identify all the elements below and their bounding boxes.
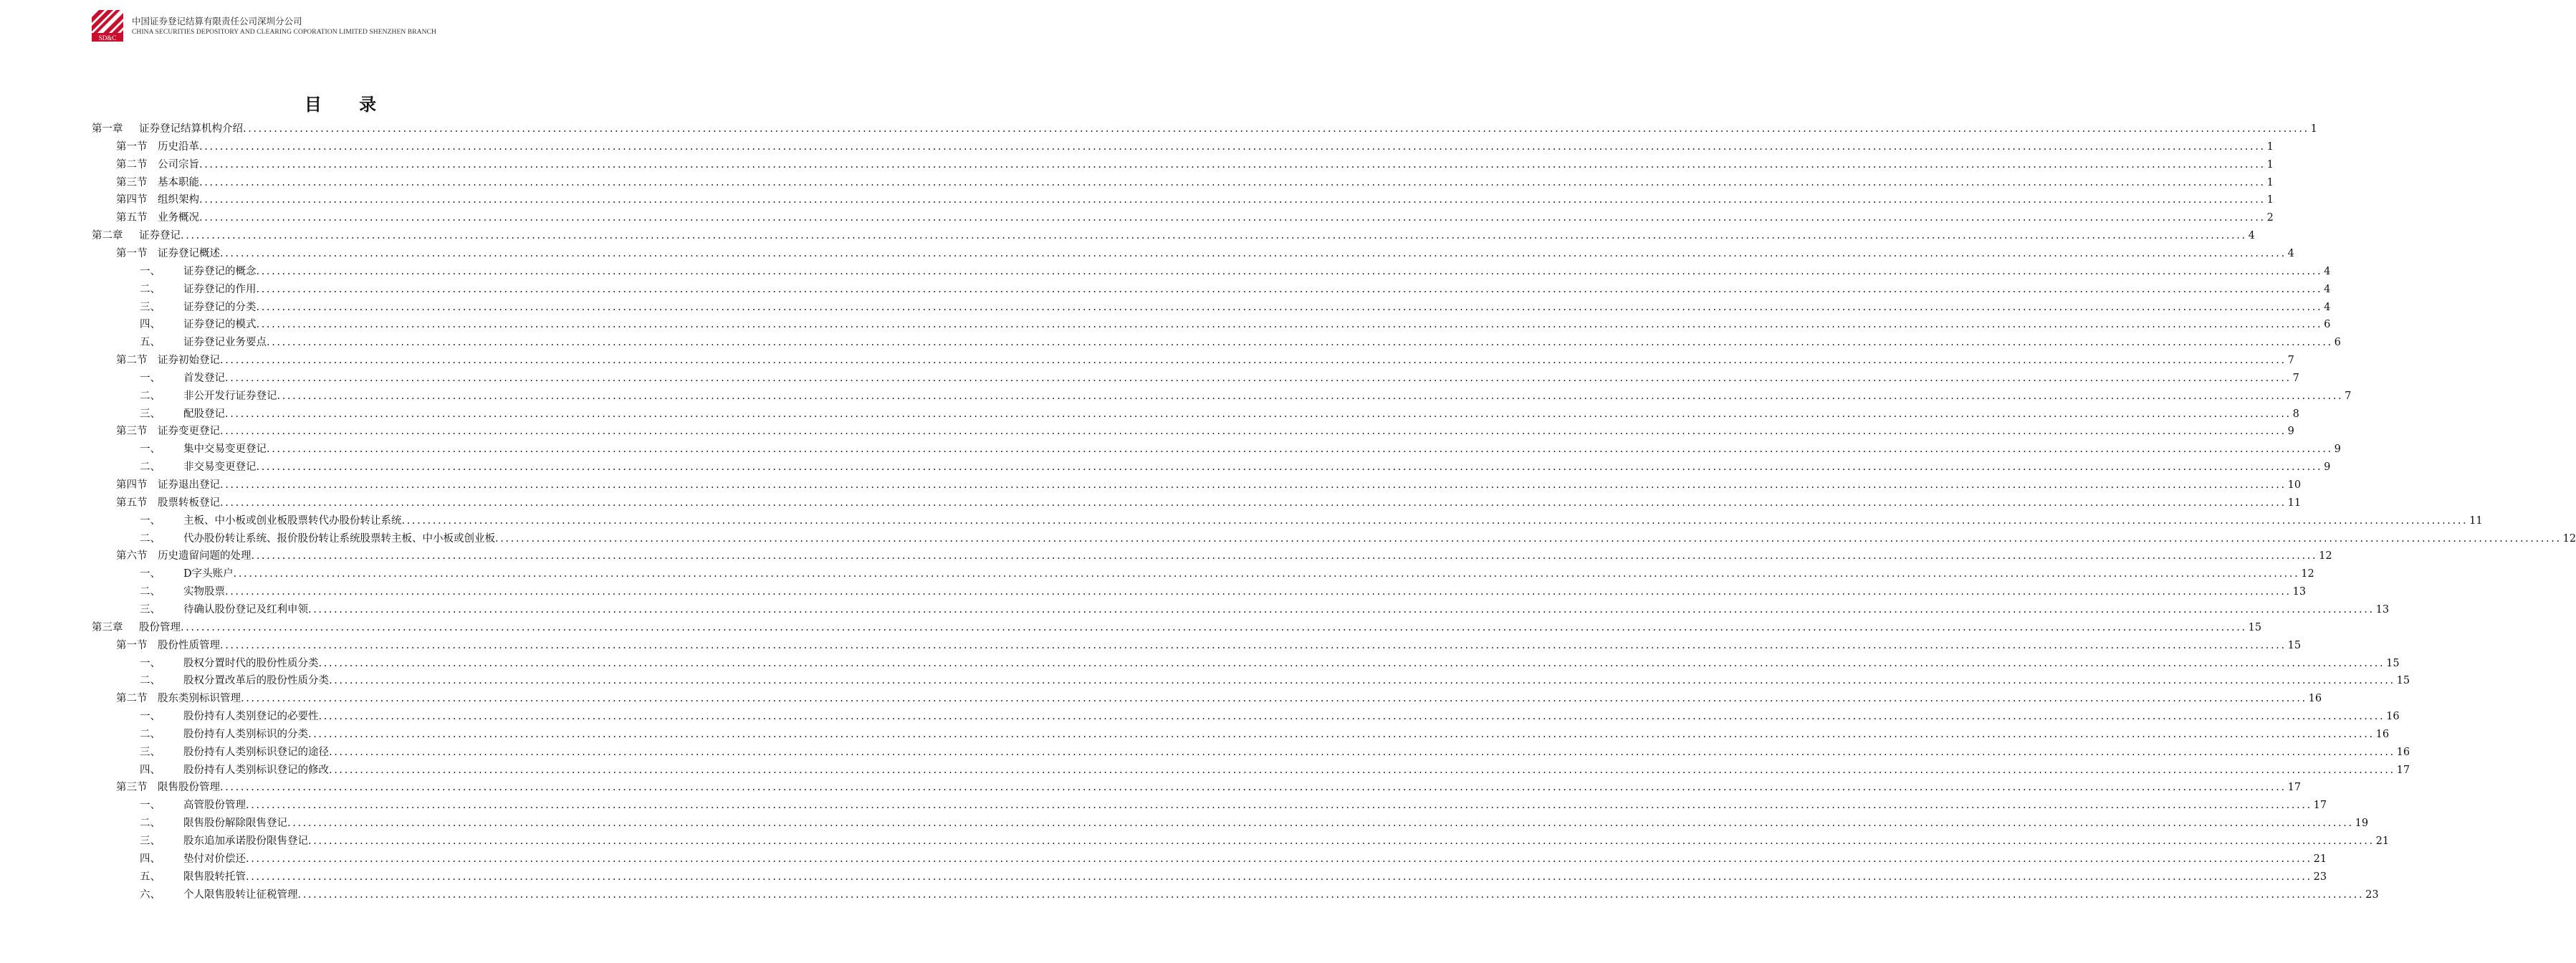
toc-entry-number: 第三节 xyxy=(116,782,148,794)
toc-entry-page: 16 xyxy=(2308,693,2322,705)
toc-leader-dots: ................................................................................................................................................................................................................................................................................................................................................................................................................ xyxy=(251,550,2318,562)
toc-entry[interactable] xyxy=(140,726,2390,744)
toc-entry[interactable] xyxy=(140,797,2327,815)
toc-entry-number: 一、 xyxy=(140,711,161,723)
toc-entry-title: 证券登记概述 xyxy=(158,247,220,259)
toc-entry-page: 19 xyxy=(2355,818,2369,830)
toc-entry-page: 8 xyxy=(2292,408,2299,420)
toc-entry-page: 6 xyxy=(2324,319,2331,331)
toc-entry[interactable] xyxy=(116,494,2302,512)
toc-leader-dots: ................................................................................................................................................................................................................................................................................................................................................................................................................ xyxy=(401,514,2469,527)
toc-entry[interactable] xyxy=(116,779,2302,797)
toc-entry[interactable] xyxy=(140,744,2410,762)
toc-entry-title: 证券登记 xyxy=(139,230,181,242)
company-name-en: CHINA SECURITIES DEPOSITORY AND CLEARING COPORATION LIMITED SHENZHEN BRANCH xyxy=(132,29,436,36)
toc-entry-page: 17 xyxy=(2396,764,2410,776)
toc-leader-dots: ................................................................................................................................................................................................................................................................................................................................................................................................................ xyxy=(287,818,2354,830)
toc-entry-title: 股份性质管理 xyxy=(158,639,220,651)
toc-entry-page: 4 xyxy=(2287,247,2294,259)
toc-leader-dots: ................................................................................................................................................................................................................................................................................................................................................................................................................ xyxy=(181,230,2247,242)
toc-entry[interactable] xyxy=(92,120,2317,138)
toc-entry-title: 股东类别标识管理 xyxy=(158,693,241,705)
toc-entry[interactable] xyxy=(116,174,2274,192)
toc-leader-dots: ................................................................................................................................................................................................................................................................................................................................................................................................................ xyxy=(225,586,2292,598)
toc-entry[interactable] xyxy=(140,406,2299,423)
toc-entry-number: 二、 xyxy=(140,586,161,598)
toc-entry[interactable] xyxy=(140,672,2410,690)
toc-entry-number: 二、 xyxy=(140,390,161,402)
toc-entry[interactable] xyxy=(92,619,2262,637)
toc-entry-number: 第一节 xyxy=(116,639,148,651)
toc-entry[interactable] xyxy=(140,655,2400,673)
toc-leader-dots: ................................................................................................................................................................................................................................................................................................................................................................................................................ xyxy=(495,532,2562,545)
logo-text: SD&C xyxy=(98,34,117,42)
toc-entry-title: 非公开发行证券登记 xyxy=(183,390,277,402)
toc-leader-dots: ................................................................................................................................................................................................................................................................................................................................................................................................................ xyxy=(225,372,2292,384)
toc-leader-dots: ................................................................................................................................................................................................................................................................................................................................................................................................................ xyxy=(256,301,2323,313)
toc-entry-number: 第六节 xyxy=(116,550,148,562)
toc-leader-dots: ................................................................................................................................................................................................................................................................................................................................................................................................................ xyxy=(318,711,2385,723)
toc-entry-number: 六、 xyxy=(140,888,161,901)
toc-entry[interactable] xyxy=(140,512,2483,530)
toc-entry-title: 限售股份管理 xyxy=(158,782,220,794)
toc-entry[interactable] xyxy=(140,851,2327,868)
toc-entry-title: D字头账户 xyxy=(183,568,234,580)
toc-entry-page: 7 xyxy=(2287,355,2294,367)
toc-entry[interactable] xyxy=(116,690,2322,708)
toc-leader-dots: ................................................................................................................................................................................................................................................................................................................................................................................................................ xyxy=(199,176,2266,188)
toc-entry-title: 证券登记的分类 xyxy=(183,301,257,313)
toc-entry-page: 7 xyxy=(2292,372,2299,384)
toc-entry[interactable] xyxy=(116,156,2274,174)
toc-entry[interactable] xyxy=(116,191,2274,209)
toc-entry[interactable] xyxy=(140,583,2307,601)
toc-entry-title: 组织架构 xyxy=(158,194,199,206)
toc-entry-page: 11 xyxy=(2287,497,2302,509)
toc-entry[interactable] xyxy=(140,441,2341,459)
toc-leader-dots: ................................................................................................................................................................................................................................................................................................................................................................................................................ xyxy=(220,355,2287,367)
toc-entry-title: 股票转板登记 xyxy=(158,497,220,509)
toc-entry-title: 股份持有人类别标识的分类 xyxy=(183,728,308,740)
toc-entry-number: 三、 xyxy=(140,746,161,758)
toc-entry-title: 实物股票 xyxy=(183,586,225,598)
toc-entry[interactable] xyxy=(116,476,2302,494)
toc-entry-title: 证券登记的作用 xyxy=(183,283,257,295)
toc-entry-page: 16 xyxy=(2375,728,2390,740)
toc-entry-title: 股份持有人类别登记的必要性 xyxy=(183,711,319,723)
toc-entry-title: 证券登记的模式 xyxy=(183,319,257,331)
toc-leader-dots: ................................................................................................................................................................................................................................................................................................................................................................................................................ xyxy=(308,835,2375,847)
toc-entry-number: 一、 xyxy=(140,265,161,277)
toc-leader-dots: ................................................................................................................................................................................................................................................................................................................................................................................................................ xyxy=(241,693,2307,705)
toc-leader-dots: ................................................................................................................................................................................................................................................................................................................................................................................................................ xyxy=(329,764,2395,776)
toc-entry-number: 一、 xyxy=(140,514,161,527)
page-title: 目 录 xyxy=(304,94,393,115)
toc-leader-dots: ................................................................................................................................................................................................................................................................................................................................................................................................................ xyxy=(220,639,2287,651)
toc-entry-page: 11 xyxy=(2469,514,2483,527)
toc-entry-title: 证券退出登记 xyxy=(158,479,220,491)
toc-leader-dots: ................................................................................................................................................................................................................................................................................................................................................................................................................ xyxy=(246,871,2312,883)
toc-entry-page: 4 xyxy=(2324,283,2331,295)
toc-leader-dots: ................................................................................................................................................................................................................................................................................................................................................................................................................ xyxy=(233,568,2300,580)
toc-entry-number: 第一节 xyxy=(116,140,148,153)
toc-entry-number: 二、 xyxy=(140,283,161,295)
toc-entry-title: 证券登记的概念 xyxy=(183,265,257,277)
toc-entry-title: 个人限售股转让征税管理 xyxy=(183,888,298,901)
toc-entry-number: 三、 xyxy=(140,301,161,313)
toc-entry-page: 21 xyxy=(2375,835,2390,847)
toc-entry-page: 1 xyxy=(2266,158,2274,171)
toc-entry-page: 7 xyxy=(2345,390,2352,402)
toc-entry-title: 首发登记 xyxy=(183,372,225,384)
toc-entry-page: 15 xyxy=(2287,639,2302,651)
toc-entry-number: 一、 xyxy=(140,372,161,384)
toc-entry-page: 16 xyxy=(2396,746,2410,758)
company-name-cn: 中国证券登记结算有限责任公司深圳分公司 xyxy=(132,16,302,27)
toc-entry-title: 股东追加承诺股份限售登记 xyxy=(183,835,308,847)
toc-leader-dots: ................................................................................................................................................................................................................................................................................................................................................................................................................ xyxy=(318,657,2385,669)
toc-entry-page: 4 xyxy=(2324,265,2331,277)
toc-entry-title: 业务概况 xyxy=(158,212,199,224)
toc-entry-page: 23 xyxy=(2313,871,2327,883)
toc-entry[interactable] xyxy=(140,886,2379,904)
toc-entry-number: 三、 xyxy=(140,408,161,420)
toc-leader-dots: ................................................................................................................................................................................................................................................................................................................................................................................................................ xyxy=(267,444,2333,456)
toc-entry-title: 基本职能 xyxy=(158,176,199,188)
toc-entry-number: 第三章 xyxy=(92,621,123,633)
toc-leader-dots: ................................................................................................................................................................................................................................................................................................................................................................................................................ xyxy=(246,853,2312,865)
toc-entry[interactable] xyxy=(140,299,2331,317)
toc-entry-number: 第一章 xyxy=(92,123,123,135)
toc-entry-page: 9 xyxy=(2287,426,2294,438)
toc-entry-title: 股权分置时代的股份性质分类 xyxy=(183,657,319,669)
toc-entry-page: 4 xyxy=(2248,230,2255,242)
toc-entry-page: 9 xyxy=(2334,444,2341,456)
document-header xyxy=(92,10,593,43)
toc-entry[interactable] xyxy=(140,833,2390,851)
toc-entry-page: 16 xyxy=(2386,711,2400,723)
toc-leader-dots: ................................................................................................................................................................................................................................................................................................................................................................................................................ xyxy=(220,782,2287,794)
toc-leader-dots: ................................................................................................................................................................................................................................................................................................................................................................................................................ xyxy=(256,319,2323,331)
toc-entry[interactable] xyxy=(116,547,2332,565)
toc-entry-page: 1 xyxy=(2266,194,2274,206)
toc-entry-number: 第一节 xyxy=(116,247,148,259)
toc-entry-page: 2 xyxy=(2266,212,2274,224)
toc-entry-title: 证券登记业务要点 xyxy=(183,337,267,349)
toc-entry[interactable] xyxy=(116,637,2302,655)
toc-entry-number: 第二节 xyxy=(116,158,148,171)
toc-entry[interactable] xyxy=(140,708,2400,726)
toc-entry[interactable] xyxy=(140,281,2331,299)
toc-entry-title: 历史沿革 xyxy=(158,140,199,153)
toc-entry-page: 1 xyxy=(2266,176,2274,188)
toc-entry-number: 一、 xyxy=(140,657,161,669)
toc-entry-title: 股份持有人类别标识登记的修改 xyxy=(183,764,329,776)
toc-leader-dots: ................................................................................................................................................................................................................................................................................................................................................................................................................ xyxy=(220,479,2287,491)
toc-entry-number: 二、 xyxy=(140,461,161,474)
toc-entry-title: 股份持有人类别标识登记的途径 xyxy=(183,746,329,758)
toc-entry-number: 第二节 xyxy=(116,355,148,367)
toc-leader-dots: ................................................................................................................................................................................................................................................................................................................................................................................................................ xyxy=(256,283,2323,295)
toc-entry-title: 历史遗留问题的处理 xyxy=(158,550,252,562)
toc-leader-dots: ................................................................................................................................................................................................................................................................................................................................................................................................................ xyxy=(225,408,2292,420)
toc-entry-title: 集中交易变更登记 xyxy=(183,444,267,456)
toc-leader-dots: ................................................................................................................................................................................................................................................................................................................................................................................................................ xyxy=(199,158,2266,171)
toc-entry[interactable] xyxy=(116,245,2294,263)
toc-entry-number: 第二章 xyxy=(92,230,123,242)
toc-entry[interactable] xyxy=(116,352,2294,370)
toc-entry[interactable] xyxy=(140,388,2352,406)
toc-leader-dots: ................................................................................................................................................................................................................................................................................................................................................................................................................ xyxy=(220,426,2287,438)
toc-entry[interactable] xyxy=(140,565,2314,583)
toc-leader-dots: ................................................................................................................................................................................................................................................................................................................................................................................................................ xyxy=(297,888,2365,901)
toc-entry-number: 第五节 xyxy=(116,497,148,509)
toc-leader-dots: ................................................................................................................................................................................................................................................................................................................................................................................................................ xyxy=(243,123,2309,135)
toc-leader-dots: ................................................................................................................................................................................................................................................................................................................................................................................................................ xyxy=(277,390,2344,402)
toc-leader-dots: ................................................................................................................................................................................................................................................................................................................................................................................................................ xyxy=(199,140,2266,153)
toc-entry-title: 股份管理 xyxy=(139,621,181,633)
toc-entry-page: 13 xyxy=(2375,603,2390,615)
toc-entry[interactable] xyxy=(140,263,2331,281)
toc-entry-number: 一、 xyxy=(140,568,161,580)
toc-entry-number: 第三节 xyxy=(116,176,148,188)
toc-entry-number: 第四节 xyxy=(116,194,148,206)
toc-leader-dots: ................................................................................................................................................................................................................................................................................................................................................................................................................ xyxy=(220,247,2287,259)
toc-leader-dots: ................................................................................................................................................................................................................................................................................................................................................................................................................ xyxy=(329,746,2395,758)
toc-leader-dots: ................................................................................................................................................................................................................................................................................................................................................................................................................ xyxy=(256,265,2323,277)
toc-entry-page: 1 xyxy=(2266,140,2274,153)
toc-entry-number: 四、 xyxy=(140,319,161,331)
toc-entry-number: 二、 xyxy=(140,532,161,545)
toc-leader-dots: ................................................................................................................................................................................................................................................................................................................................................................................................................ xyxy=(267,337,2333,349)
toc-entry-page: 12 xyxy=(2319,550,2332,562)
toc-entry-number: 第四节 xyxy=(116,479,148,491)
toc-entry-title: 股权分置改革后的股份性质分类 xyxy=(183,675,329,687)
toc-entry-page: 17 xyxy=(2313,800,2327,812)
toc-entry-page: 15 xyxy=(2396,675,2410,687)
toc-entry[interactable] xyxy=(140,530,2576,548)
toc-entry-title: 高管股份管理 xyxy=(183,800,246,812)
toc-entry[interactable] xyxy=(92,227,2255,245)
toc-entry-title: 公司宗旨 xyxy=(158,158,199,171)
toc-entry-number: 三、 xyxy=(140,603,161,615)
toc-entry-page: 15 xyxy=(2248,621,2262,633)
toc-entry[interactable] xyxy=(140,868,2327,886)
toc-entry-title: 垫付对价偿还 xyxy=(183,853,246,865)
toc-entry-page: 4 xyxy=(2324,301,2331,313)
toc-entry[interactable] xyxy=(140,459,2331,476)
toc-entry-page: 6 xyxy=(2334,337,2341,349)
toc-entry[interactable] xyxy=(140,334,2341,352)
toc-entry-page: 1 xyxy=(2310,123,2317,135)
toc-entry[interactable] xyxy=(140,762,2410,780)
toc-entry-title: 代办股份转让系统、报价股份转让系统股票转主板、中小板或创业板 xyxy=(183,532,495,545)
toc-entry-title: 证券登记结算机构介绍 xyxy=(139,123,243,135)
toc-entry-title: 配股登记 xyxy=(183,408,225,420)
toc-entry-number: 二、 xyxy=(140,675,161,687)
toc-leader-dots: ................................................................................................................................................................................................................................................................................................................................................................................................................ xyxy=(181,621,2247,633)
sdc-logo xyxy=(92,10,123,42)
toc-entry-number: 三、 xyxy=(140,835,161,847)
toc-entry-number: 五、 xyxy=(140,871,161,883)
toc-entry[interactable] xyxy=(116,423,2294,441)
toc-leader-dots: ................................................................................................................................................................................................................................................................................................................................................................................................................ xyxy=(308,603,2375,615)
toc-entry-page: 9 xyxy=(2324,461,2331,474)
toc-entry-page: 13 xyxy=(2292,586,2307,598)
toc-entry-page: 17 xyxy=(2287,782,2302,794)
toc-entry[interactable] xyxy=(140,370,2299,388)
toc-entry-title: 待确认股份登记及红利申领 xyxy=(183,603,308,615)
toc-entry-title: 主板、中小板或创业板股票转代办股份转让系统 xyxy=(183,514,402,527)
toc-entry-page: 12 xyxy=(2562,532,2576,545)
toc-entry[interactable] xyxy=(116,209,2274,227)
toc-entry-title: 限售股份解除限售登记 xyxy=(183,818,287,830)
toc-entry-page: 21 xyxy=(2313,853,2327,865)
toc-leader-dots: ................................................................................................................................................................................................................................................................................................................................................................................................................ xyxy=(329,675,2395,687)
toc-entry-number: 五、 xyxy=(140,337,161,349)
toc-leader-dots: ................................................................................................................................................................................................................................................................................................................................................................................................................ xyxy=(246,800,2312,812)
toc-leader-dots: ................................................................................................................................................................................................................................................................................................................................................................................................................ xyxy=(199,212,2266,224)
toc-entry[interactable] xyxy=(140,316,2331,334)
toc-entry-number: 一、 xyxy=(140,800,161,812)
toc-entry-number: 二、 xyxy=(140,818,161,830)
toc-entry-title: 证券变更登记 xyxy=(158,426,220,438)
toc-entry-page: 15 xyxy=(2386,657,2400,669)
toc-entry-number: 第二节 xyxy=(116,693,148,705)
toc-leader-dots: ................................................................................................................................................................................................................................................................................................................................................................................................................ xyxy=(199,194,2266,206)
toc-entry[interactable] xyxy=(140,601,2390,619)
toc-entry-title: 限售股转托管 xyxy=(183,871,246,883)
toc-entry-number: 四、 xyxy=(140,853,161,865)
toc-entry-page: 23 xyxy=(2365,888,2379,901)
toc-entry-number: 第三节 xyxy=(116,426,148,438)
toc-leader-dots: ................................................................................................................................................................................................................................................................................................................................................................................................................ xyxy=(308,728,2375,740)
toc-entry-number: 二、 xyxy=(140,728,161,740)
toc-entry-page: 12 xyxy=(2301,568,2314,580)
toc-entry-title: 证券初始登记 xyxy=(158,355,220,367)
toc-entry-title: 非交易变更登记 xyxy=(183,461,257,474)
toc-entry[interactable] xyxy=(116,138,2274,156)
toc-entry-number: 一、 xyxy=(140,444,161,456)
toc-leader-dots: ................................................................................................................................................................................................................................................................................................................................................................................................................ xyxy=(256,461,2323,474)
toc-entry[interactable] xyxy=(140,815,2369,833)
toc-entry-number: 第五节 xyxy=(116,212,148,224)
toc-entry-page: 10 xyxy=(2287,479,2302,491)
toc-leader-dots: ................................................................................................................................................................................................................................................................................................................................................................................................................ xyxy=(220,497,2287,509)
toc-entry-number: 四、 xyxy=(140,764,161,776)
